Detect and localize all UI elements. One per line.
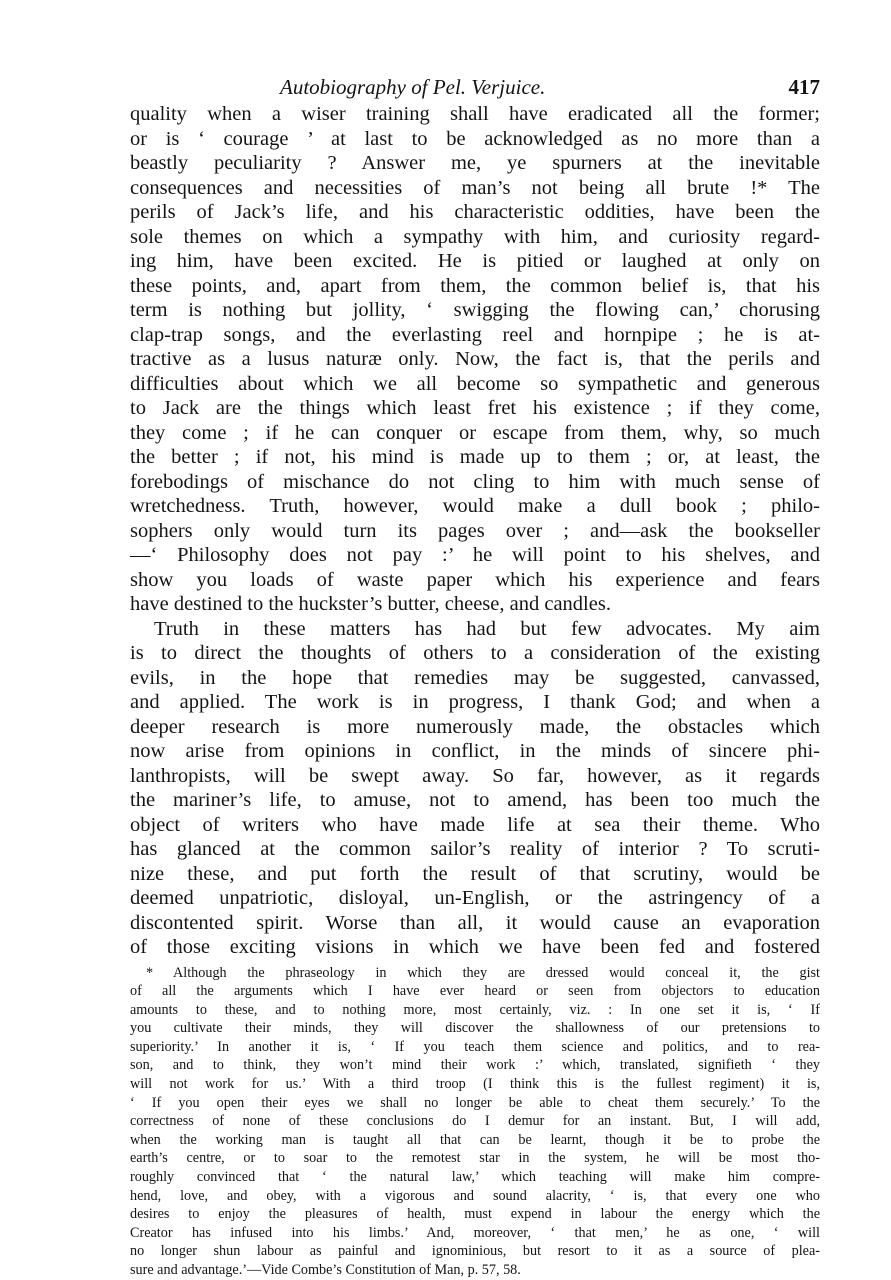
- body-line: forebodings of mischance do not cling to him with much sense of: [130, 470, 820, 493]
- footnote-line: will not work for us.’ With a third troop (I think this is the fullest regiment) it is,: [130, 1076, 820, 1093]
- footnote-line: when the working man is taught all that can be learnt, though it be to probe the: [130, 1131, 820, 1148]
- body-line: evils, in the hope that remedies may be suggested, canvassed,: [130, 666, 820, 689]
- footnote-line: no longer shun labour as painful and ignominious, but resort to it as a source of plea-: [130, 1243, 820, 1260]
- body-line: the better ; if not, his mind is made up to them ; or, at least, the: [130, 446, 820, 468]
- footnote-line: desires to enjoy the pleasures of health, must expend in labour the energy which the: [130, 1206, 820, 1223]
- body-line: object of writers who have made life at sea their theme. Who: [130, 813, 820, 836]
- body-line: is to direct the thoughts of others to a consideration of the existing: [130, 642, 820, 664]
- body-line: clap-trap songs, and the everlasting reel and hornpipe ; he is at-: [130, 323, 820, 346]
- footnote-line: superiority.’ In another it is, ‘ If you teach them science and politics, and to rea-: [130, 1038, 820, 1055]
- footnote-line: hend, love, and obey, with a vigorous and sound alacrity, ‘ is, that every one who: [130, 1187, 820, 1204]
- body-line: or is ‘ courage ’ at last to be acknowledged as no more than a: [130, 127, 820, 150]
- body-line: sole themes on which a sympathy with him, and curiosity regard-: [130, 225, 820, 248]
- body-line: —‘ Philosophy does not pay :’ he will point to his shelves, and: [130, 544, 820, 566]
- body-line: discontented spirit. Worse than all, it would cause an evaporation: [130, 911, 820, 934]
- body-line: ing him, have been excited. He is pitied or laughed at only on: [130, 250, 820, 272]
- running-head: Autobiography of Pel. Verjuice.: [280, 75, 546, 99]
- body-line: has glanced at the common sailor’s reality of interior ? To scruti-: [130, 838, 820, 860]
- body-line: quality when a wiser training shall have eradicated all the former;: [130, 103, 820, 125]
- body-line: tractive as a lusus naturæ only. Now, the fact is, that the perils and: [130, 348, 820, 370]
- body-line: show you loads of waste paper which his experience and fears: [130, 568, 820, 591]
- page-number: 417: [788, 75, 820, 99]
- body-line: deeper research is more numerously made, the obstacles which: [130, 715, 820, 738]
- body-line: lanthropists, will be swept away. So far, however, as it regards: [130, 764, 820, 787]
- book-page: [130, 72, 820, 1280]
- body-line: sophers only would turn its pages over ; and—ask the bookseller: [130, 519, 820, 542]
- footnote-line: ‘ If you open their eyes we shall no longer be able to cheat them securely.’ To the: [130, 1094, 820, 1111]
- footnote-line: * Although the phraseology in which they are dressed would conceal it, the gist: [146, 964, 820, 981]
- body-text: [130, 102, 820, 960]
- footnote-line: roughly convinced that ‘ the natural law,’ which teaching will make him compre-: [130, 1169, 820, 1186]
- footnote-line: earth’s centre, or to soar to the remotest star in the system, he will be most tho-: [130, 1150, 820, 1167]
- body-line: these points, and, apart from them, the common belief is, that his: [130, 274, 820, 297]
- body-line: and applied. The work is in progress, I thank God; and when a: [130, 691, 820, 713]
- body-line: to Jack are the things which least fret his existence ; if they come,: [130, 397, 820, 419]
- body-line: nize these, and put forth the result of that scrutiny, would be: [130, 862, 820, 885]
- footnote-line: correctness of none of these conclusions do I demur for an instant. But, I will add,: [130, 1113, 820, 1130]
- footnote-line: amounts to these, and to nothing more, most certainly, viz. : In one set it is, ‘ If: [130, 1001, 820, 1018]
- body-line: term is nothing but jollity, ‘ swigging the flowing can,’ chorusing: [130, 299, 820, 321]
- footnote-line: sure and advantage.’—Vide Combe’s Constitution of Man, p. 57, 58.: [130, 1262, 521, 1278]
- body-line: consequences and necessities of man’s not being all brute !* The: [130, 176, 820, 199]
- body-line: Truth in these matters has had but few advocates. My aim: [154, 617, 820, 640]
- body-line: beastly peculiarity ? Answer me, ye spurners at the inevitable: [130, 152, 820, 174]
- footnote-line: son, and to think, they won’t mind their work :’ which, translated, signifieth ‘ they: [130, 1057, 820, 1074]
- page-header: [130, 72, 820, 102]
- body-line: they come ; if he can conquer or escape from them, why, so much: [130, 421, 820, 444]
- footnote-line: you cultivate their minds, they will discover the shallowness of our pretensions to: [130, 1020, 820, 1037]
- body-line: the mariner’s life, to amuse, not to amend, has been too much the: [130, 789, 820, 811]
- body-line: wretchedness. Truth, however, would make a dull book ; philo-: [130, 495, 820, 517]
- body-line: deemed unpatriotic, disloyal, un-English, or the astringency of a: [130, 887, 820, 909]
- body-line: now arise from opinions in conflict, in the minds of sincere phi-: [130, 740, 820, 762]
- footnote-line: Creator has infused into his limbs.’ And, moreover, ‘ that men,’ he as one, ‘ will: [130, 1224, 820, 1241]
- body-line: difficulties about which we all become so sympathetic and generous: [130, 372, 820, 395]
- footnote-line: of all the arguments which I have ever heard or seen from objectors to education: [130, 983, 820, 1000]
- body-line: have destined to the huckster’s butter, cheese, and candles.: [130, 593, 611, 615]
- body-line: of those exciting visions in which we have been fed and fostered: [130, 936, 820, 958]
- body-line: perils of Jack’s life, and his characteristic oddities, have been the: [130, 201, 820, 223]
- footnote: [130, 964, 820, 1280]
